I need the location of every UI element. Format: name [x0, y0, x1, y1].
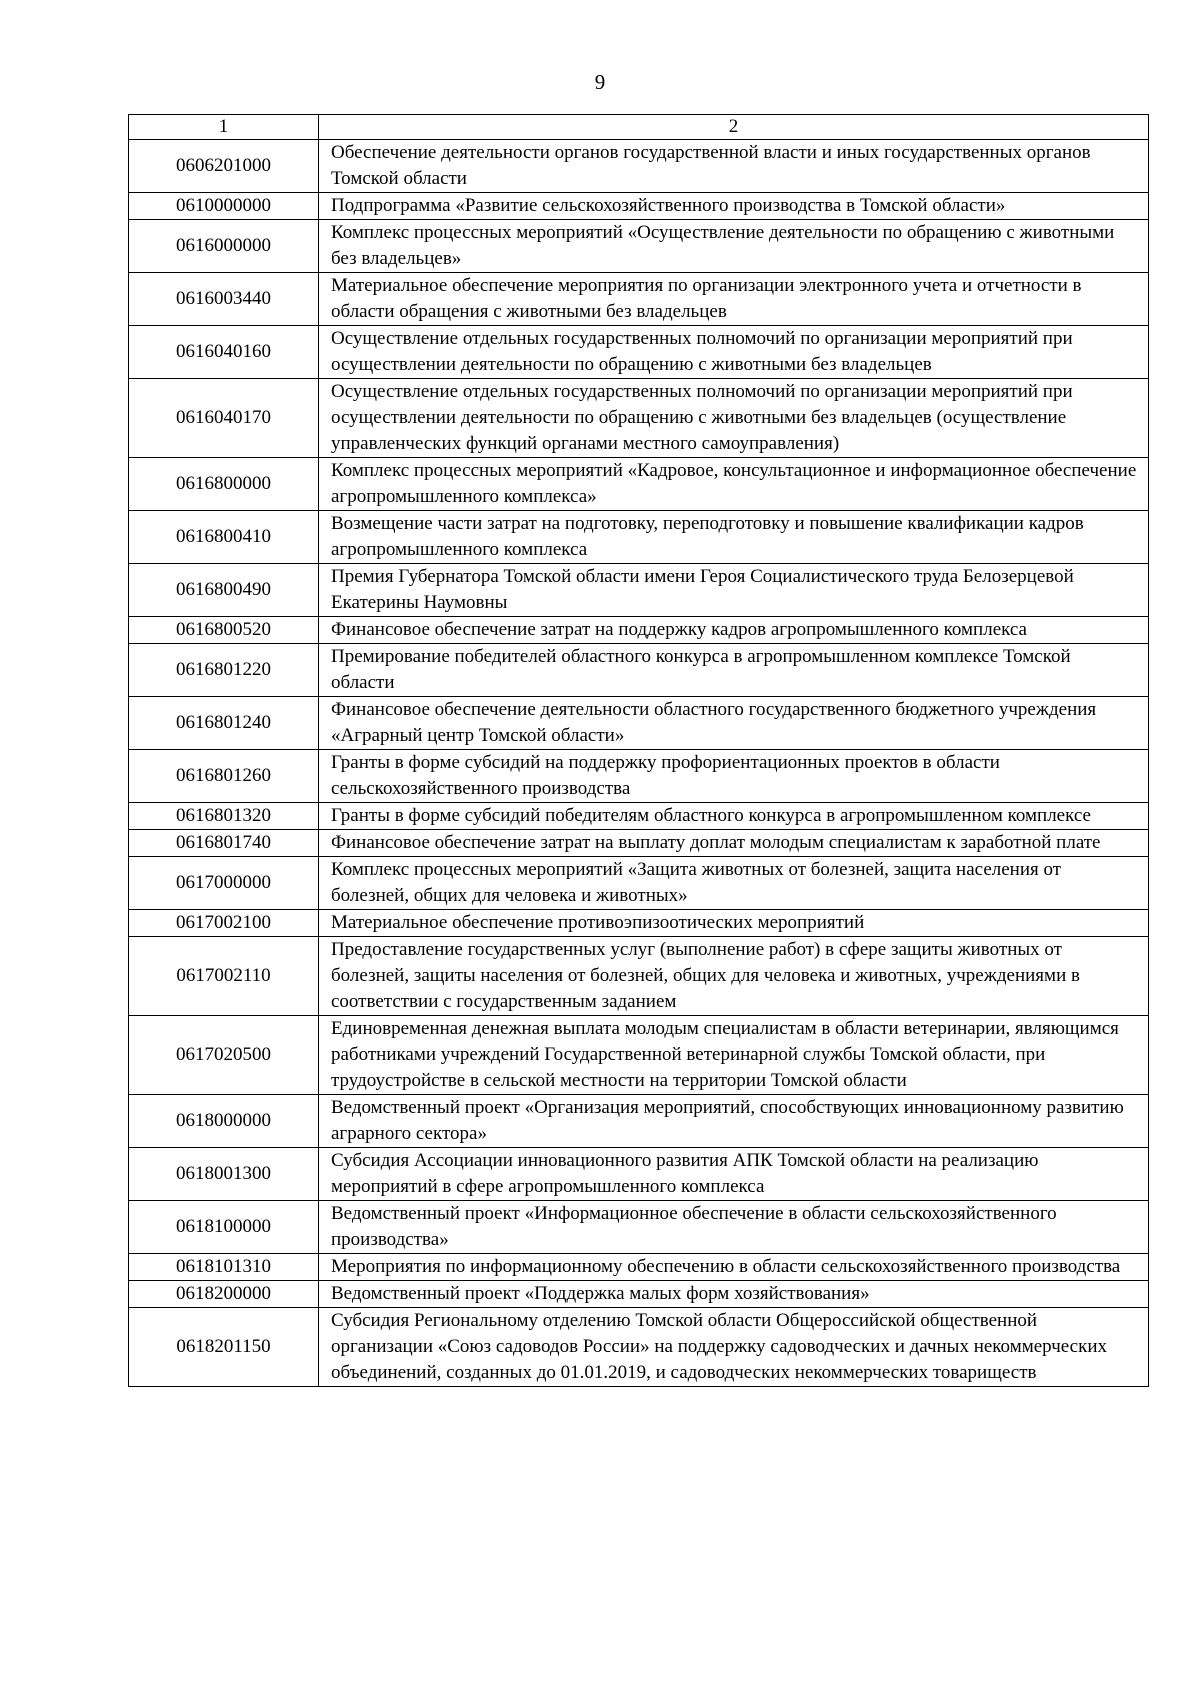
- row-code: 0617002110: [129, 937, 319, 1016]
- row-code: 0616800410: [129, 511, 319, 564]
- row-name: Финансовое обеспечение затрат на выплату доплат молодым специалистам к заработной плате: [319, 830, 1149, 857]
- table-row: [129, 1308, 1149, 1387]
- row-code: 0616003440: [129, 273, 319, 326]
- column-header-name: 2: [319, 115, 1149, 140]
- row-code: 0616800000: [129, 458, 319, 511]
- table-row: [129, 910, 1149, 937]
- row-name: Материальное обеспечение противоэпизоотических мероприятий: [319, 910, 1149, 937]
- row-name: Осуществление отдельных государственных полномочий по организации мероприятий при осуществлении деятельности по обращению с животными без владельцев: [319, 326, 1149, 379]
- row-name: Комплекс процессных мероприятий «Защита животных от болезней, защита населения от болезней, общих для человека и животных»: [319, 857, 1149, 910]
- row-code: 0616800490: [129, 564, 319, 617]
- row-name: Осуществление отдельных государственных полномочий по организации мероприятий при осуществлении деятельности по обращению с животными без владельцев (осуществление управленческих функций органами местного самоуправления): [319, 379, 1149, 458]
- row-code: 0617002100: [129, 910, 319, 937]
- row-code: 0617000000: [129, 857, 319, 910]
- table-header-row: [129, 115, 1149, 140]
- table-row: [129, 750, 1149, 803]
- row-code: 0618000000: [129, 1095, 319, 1148]
- table-row: [129, 564, 1149, 617]
- table-row: [129, 379, 1149, 458]
- row-code: 0616800520: [129, 617, 319, 644]
- row-name: Комплекс процессных мероприятий «Кадровое, консультационное и информационное обеспечение агропромышленного комплекса»: [319, 458, 1149, 511]
- row-code: 0616040160: [129, 326, 319, 379]
- table-row: [129, 1254, 1149, 1281]
- table-row: [129, 1095, 1149, 1148]
- row-code: 0616801220: [129, 644, 319, 697]
- row-name: Обеспечение деятельности органов государственной власти и иных государственных органов Томской области: [319, 140, 1149, 193]
- table-row: [129, 1148, 1149, 1201]
- table-row: [129, 697, 1149, 750]
- row-name: Подпрограмма «Развитие сельскохозяйственного производства в Томской области»: [319, 193, 1149, 220]
- table-row: [129, 511, 1149, 564]
- row-code: 0618201150: [129, 1308, 319, 1387]
- page-number: 9: [594, 70, 606, 94]
- table-row: [129, 193, 1149, 220]
- table-row: [129, 458, 1149, 511]
- row-code: 0616000000: [129, 220, 319, 273]
- row-name: Премия Губернатора Томской области имени Героя Социалистического труда Белозерцевой Екатерины Наумовны: [319, 564, 1149, 617]
- row-name: Финансовое обеспечение деятельности областного государственного бюджетного учреждения «Аграрный центр Томской области»: [319, 697, 1149, 750]
- row-code: 0616801320: [129, 803, 319, 830]
- table-row: [129, 644, 1149, 697]
- row-name: Ведомственный проект «Организация мероприятий, способствующих инновационному развитию аграрного сектора»: [319, 1095, 1149, 1148]
- table-row: [129, 326, 1149, 379]
- table-row: [129, 803, 1149, 830]
- row-name: Материальное обеспечение мероприятия по организации электронного учета и отчетности в области обращения с животными без владельцев: [319, 273, 1149, 326]
- row-code: 0616801240: [129, 697, 319, 750]
- row-name: Мероприятия по информационному обеспечению в области сельскохозяйственного производства: [319, 1254, 1149, 1281]
- row-code: 0617020500: [129, 1016, 319, 1095]
- row-name: Комплекс процессных мероприятий «Осуществление деятельности по обращению с животными без владельцев»: [319, 220, 1149, 273]
- row-name: Субсидия Региональному отделению Томской области Общероссийской общественной организации «Союз садоводов России» на поддержку садоводческих и дачных некоммерческих объединений, созданных до 01.01.2019, и садоводческих некоммерческих товариществ: [319, 1308, 1149, 1387]
- table-row: [129, 140, 1149, 193]
- row-code: 0618100000: [129, 1201, 319, 1254]
- row-code: 0616040170: [129, 379, 319, 458]
- table-row: [129, 1016, 1149, 1095]
- row-name: Премирование победителей областного конкурса в агропромышленном комплексе Томской области: [319, 644, 1149, 697]
- row-code: 0618001300: [129, 1148, 319, 1201]
- row-name: Единовременная денежная выплата молодым специалистам в области ветеринарии, являющимся работниками учреждений Государственной ветеринарной службы Томской области, при трудоустройстве в сельской местности на территории Томской области: [319, 1016, 1149, 1095]
- row-name: Ведомственный проект «Информационное обеспечение в области сельскохозяйственного производства»: [319, 1201, 1149, 1254]
- table-row: [129, 857, 1149, 910]
- budget-code-table: [128, 114, 1149, 1387]
- row-name: Финансовое обеспечение затрат на поддержку кадров агропромышленного комплекса: [319, 617, 1149, 644]
- table-row: [129, 937, 1149, 1016]
- row-code: 0606201000: [129, 140, 319, 193]
- table-row: [129, 273, 1149, 326]
- table-row: [129, 617, 1149, 644]
- row-name: Возмещение части затрат на подготовку, переподготовку и повышение квалификации кадров агропромышленного комплекса: [319, 511, 1149, 564]
- row-code: 0618101310: [129, 1254, 319, 1281]
- column-header-code: 1: [129, 115, 319, 140]
- row-code: 0616801260: [129, 750, 319, 803]
- row-code: 0610000000: [129, 193, 319, 220]
- table-row: [129, 220, 1149, 273]
- table-row: [129, 830, 1149, 857]
- table-row: [129, 1201, 1149, 1254]
- row-code: 0616801740: [129, 830, 319, 857]
- row-name: Предоставление государственных услуг (выполнение работ) в сфере защиты животных от болезней, защиты населения от болезней, общих для человека и животных, учреждениями в соответствии с государственным заданием: [319, 937, 1149, 1016]
- table-row: [129, 1281, 1149, 1308]
- row-name: Гранты в форме субсидий победителям областного конкурса в агропромышленном комплексе: [319, 803, 1149, 830]
- row-code: 0618200000: [129, 1281, 319, 1308]
- row-name: Гранты в форме субсидий на поддержку профориентационных проектов в области сельскохозяйственного производства: [319, 750, 1149, 803]
- row-name: Ведомственный проект «Поддержка малых форм хозяйствования»: [319, 1281, 1149, 1308]
- row-name: Субсидия Ассоциации инновационного развития АПК Томской области на реализацию мероприятий в сфере агропромышленного комплекса: [319, 1148, 1149, 1201]
